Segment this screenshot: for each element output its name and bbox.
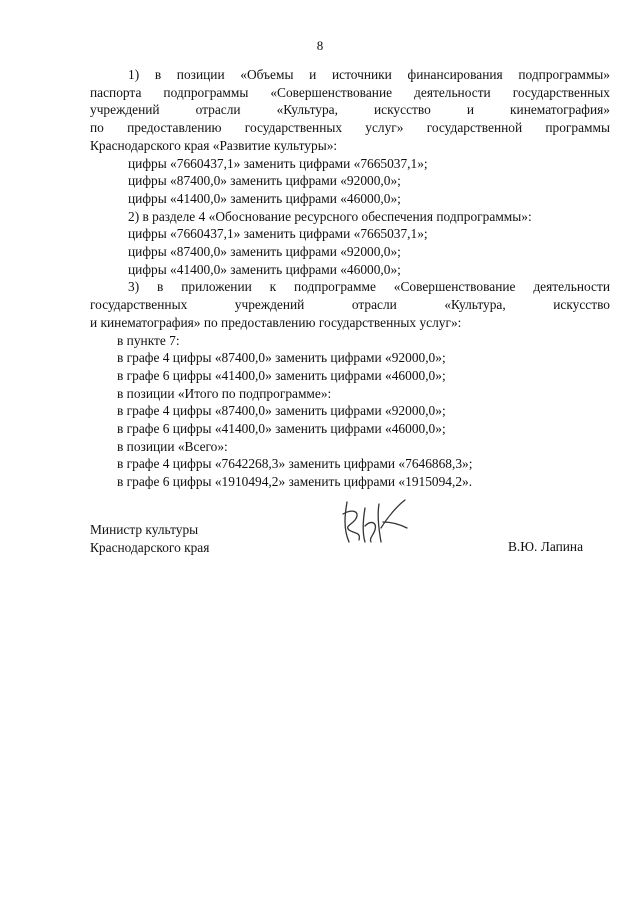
text-line: цифры «41400,0» заменить цифрами «46000,0»; [128,261,401,277]
text-line: по предоставлению государственных услуг» государственной программы [90,120,610,136]
text-line: учреждений отрасли «Культура, искусство и кинематография» [90,102,610,118]
text-line: в графе 6 цифры «41400,0» заменить цифрами «46000,0»; [117,421,446,437]
text-line: в позиции «Всего»: [117,438,228,454]
text-line: 1) в позиции «Объемы и источники финансирования подпрограммы» [128,67,610,82]
text-line: и кинематография» по предоставлению государственных услуг»: [90,314,462,330]
text-line: цифры «7660437,1» заменить цифрами «7665037,1»; [128,226,428,242]
text-line: в позиции «Итого по подпрограмме»: [117,385,332,401]
document-body [90,66,610,491]
text-line: в графе 4 цифры «87400,0» заменить цифрами «92000,0»; [117,350,446,366]
text-line: в графе 4 цифры «7642268,3» заменить цифрами «7646868,3»; [117,456,473,472]
text-line: паспорта подпрограммы «Совершенствование деятельности государственных [90,84,610,100]
text-line: цифры «87400,0» заменить цифрами «92000,0»; [128,173,401,189]
text-line: цифры «87400,0» заменить цифрами «92000,0»; [128,244,401,260]
text-line: в графе 6 цифры «1910494,2» заменить цифрами «1915094,2». [117,474,473,490]
text-line: в пункте 7: [117,332,180,348]
signatory-title-line1: Министр культуры [90,522,199,537]
text-line: Краснодарского края «Развитие культуры»: [90,137,338,153]
signatory-title-line2: Краснодарского края [90,539,210,555]
text-line: цифры «41400,0» заменить цифрами «46000,0»; [128,190,401,206]
text-line: 3) в приложении к подпрограмме «Совершенствование деятельности [128,279,610,295]
handwritten-signature [335,498,415,548]
signatory-title [90,521,209,556]
text-line: государственных учреждений отрасли «Культура, искусство [90,297,610,313]
text-line: в графе 4 цифры «87400,0» заменить цифрами «92000,0»; [117,403,446,419]
signatory-name: В.Ю. Лапина [508,539,584,554]
text-line: 2) в разделе 4 «Обоснование ресурсного обеспечения подпрограммы»: [128,208,532,224]
text-line: цифры «7660437,1» заменить цифрами «7665037,1»; [128,155,428,171]
page-number: 8 [316,38,324,53]
text-line: в графе 6 цифры «41400,0» заменить цифрами «46000,0»; [117,367,446,383]
